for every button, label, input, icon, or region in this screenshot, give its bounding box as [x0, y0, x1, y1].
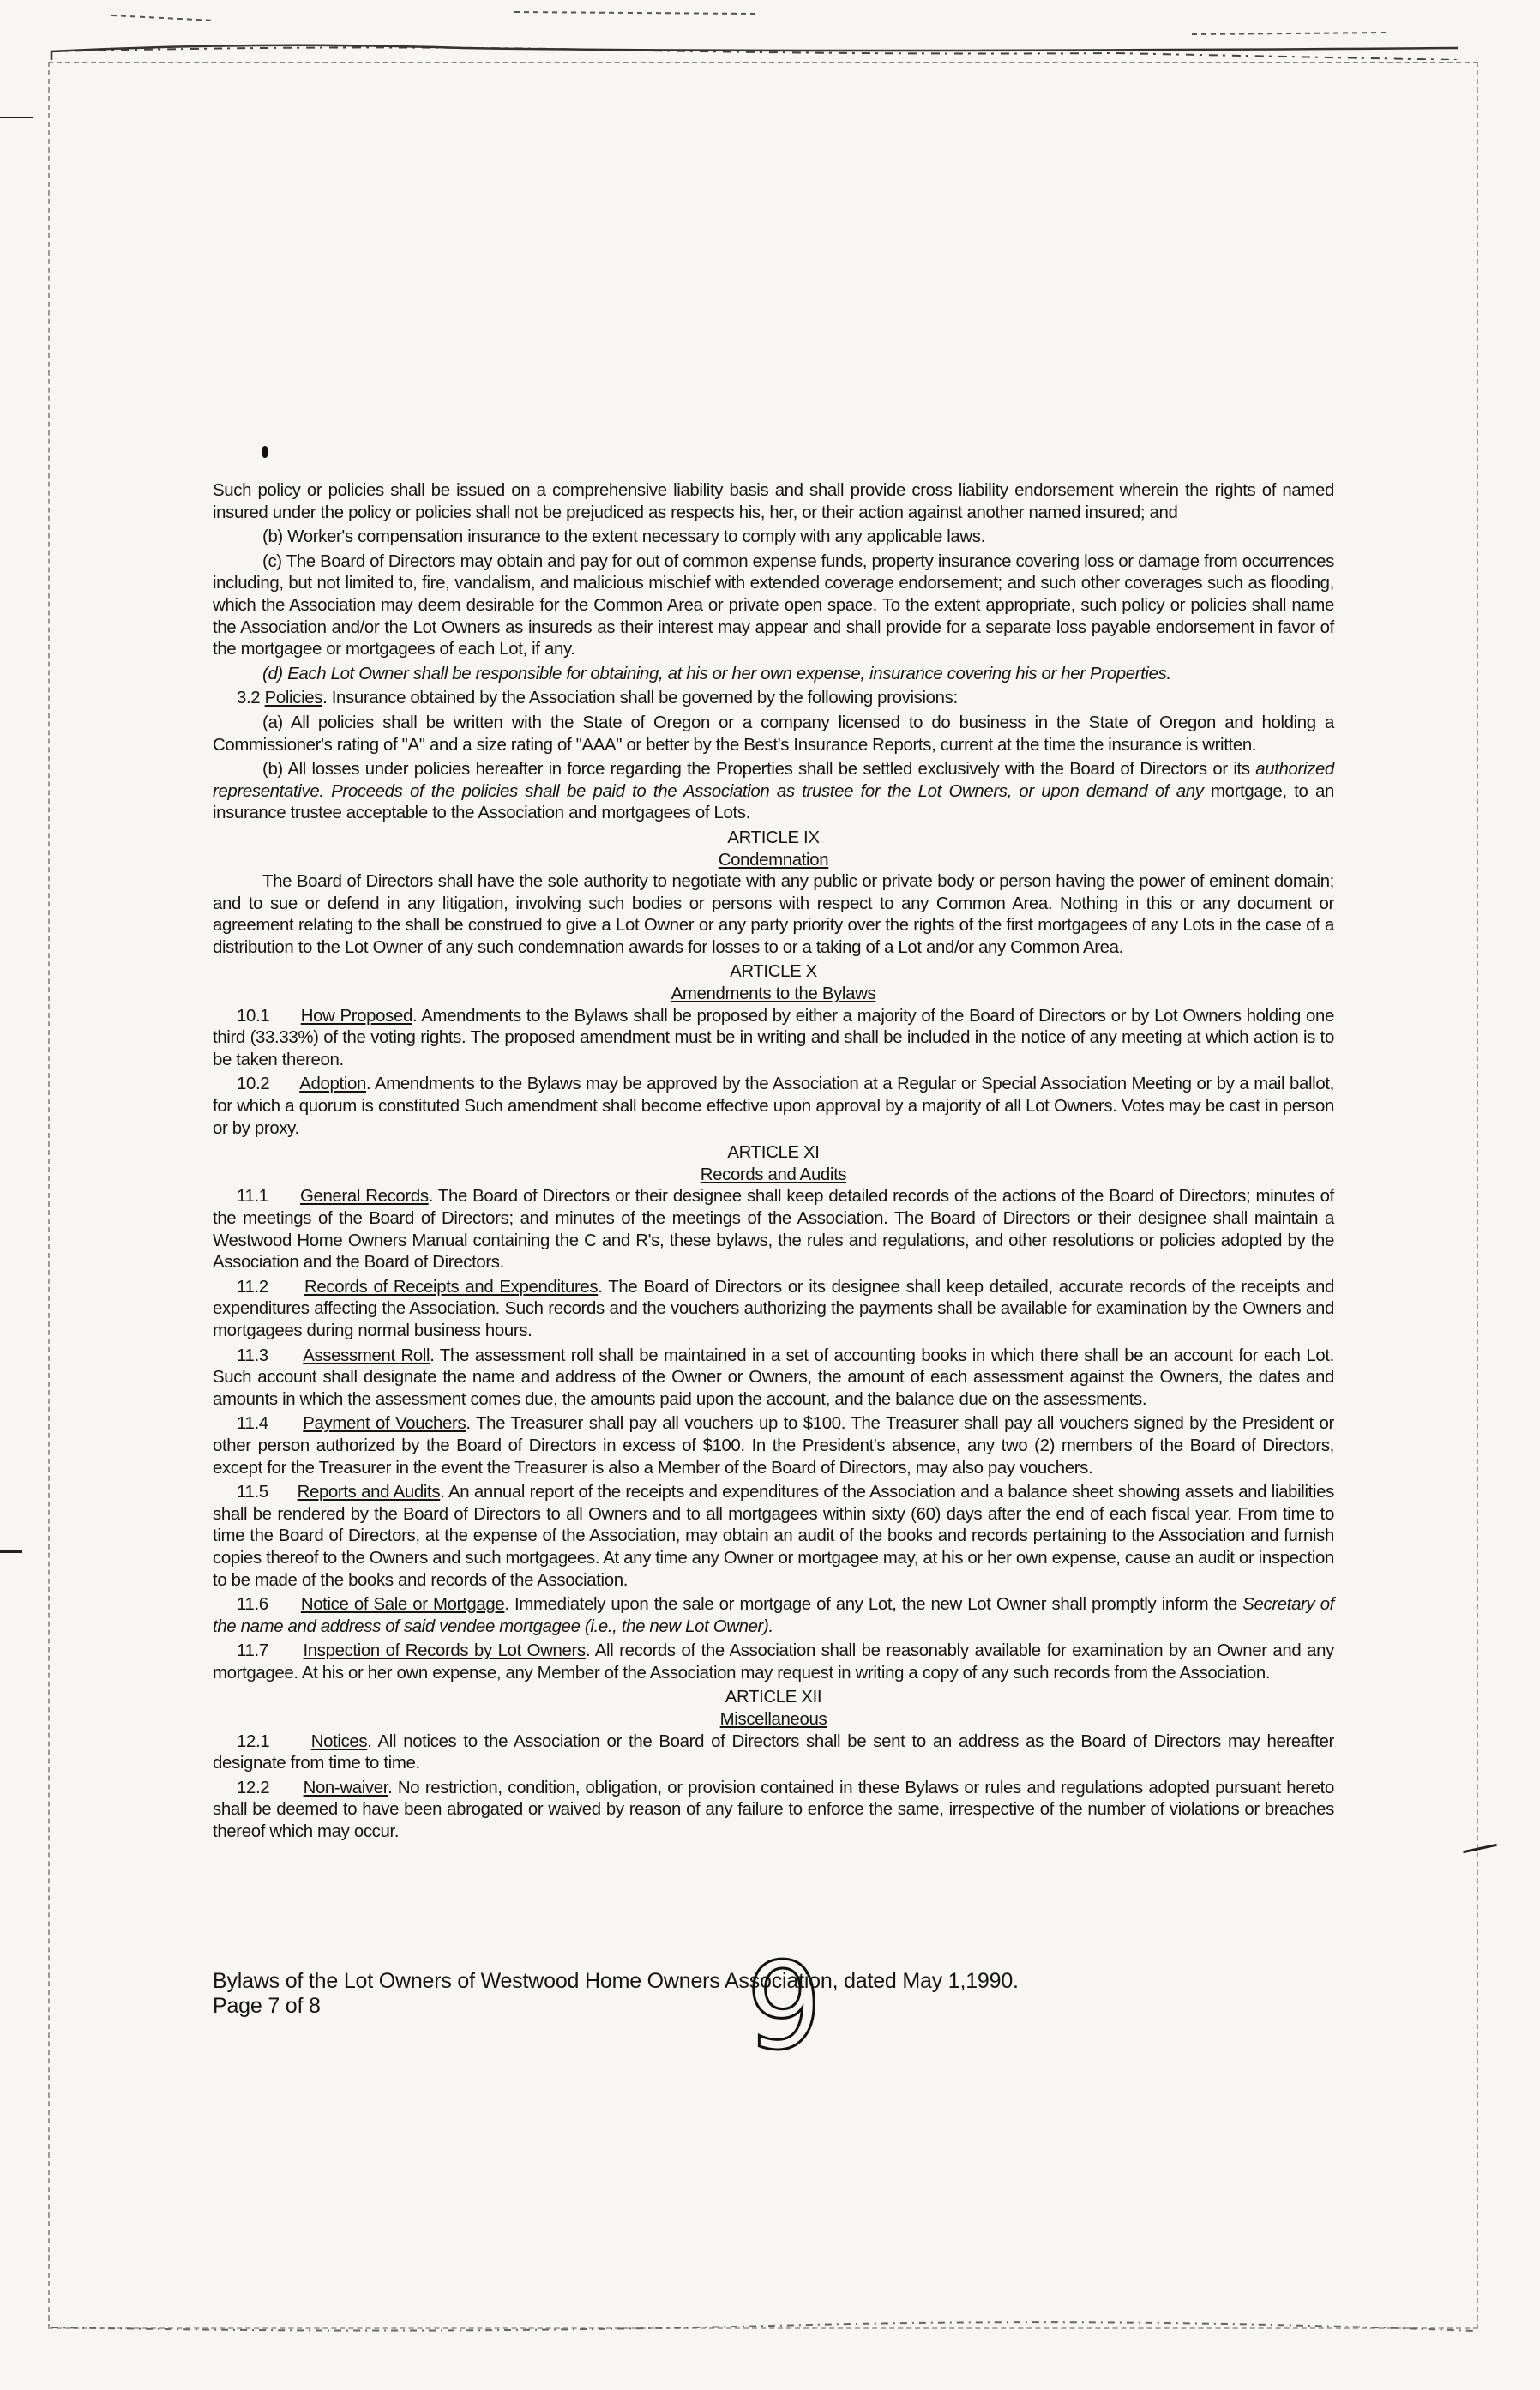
section-11-1: 11.1 General Records. The Board of Directors or their designee shall keep detailed records of the actions of the Board of Directors; minutes of the meetings of the Board of Directors; and minutes of the meetings of the Association. The Board of Directors or their designee shall maintain a Westwood Home Owners Manual containing the C and R's, these bylaws, the rules and regulations, and other resolutions or policies adopted by the Association and the Board of Directors.: [213, 1187, 1334, 1273]
section-11-7-title: Inspection of Records by Lot Owners: [303, 1641, 586, 1661]
paragraph-a-policies: (a) All policies shall be written with the State of Oregon or a company licensed to do business in the State of Oregon and holding a Commissioner's rating of "A" and a size rating of "AAA" or better by the Best's Insurance Reports, current at the time the insurance is written.: [213, 713, 1334, 755]
section-11-4-title: Payment of Vouchers: [303, 1414, 466, 1434]
paragraph-policy-intro: Such policy or policies shall be issued on a comprehensive liability basis and shall provide cross liability endorsement wherein the rights of named insured under the policy or policies shall not be prejudiced as respects his, her, or their action against another named insured; and: [213, 481, 1334, 522]
section-11-6: 11.6 Notice of Sale or Mortgage. Immediately upon the sale or mortgage of any Lot, the new Lot Owner shall promptly inform the Secretary of the name and address of said vendee mortgagee (i.e., the new Lot Owner).: [213, 1595, 1334, 1636]
scan-bottom-noise: [0, 2315, 1540, 2367]
article-10-heading: ARTICLE X: [730, 962, 817, 982]
paragraph-d-lot-owner-insurance: (d) Each Lot Owner shall be responsible for obtaining, at his or her own expense, insurance covering his or her Properties.: [262, 664, 1171, 683]
section-10-1-title: How Proposed: [300, 1006, 412, 1026]
left-edge-mark: [0, 117, 33, 118]
left-edge-mark: [0, 1550, 22, 1553]
article-12-heading: ARTICLE XII: [725, 1688, 822, 1707]
section-11-6-title: Notice of Sale or Mortgage: [300, 1595, 505, 1615]
document-body: [213, 480, 1334, 1846]
section-10-2: 10.2 Adoption. Amendments to the Bylaws may be approved by the Association at a Regular or Special Association Meeting or by a mail ballot, for which a quorum is constituted Such amendment shall become effective upon approval by a majority of all Lot Owners. Votes may be cast in person or by proxy.: [213, 1075, 1334, 1138]
section-11-5: 11.5 Reports and Audits. An annual report of the receipts and expenditures of the Association and a balance sheet showing assets and liabilities shall be rendered by the Board of Directors to all Owners and to all mortgagees within sixty (60) days after the end of each fiscal year. From time to time the Board of Directors, at the expense of the Association, may obtain an audit of the books and records pertaining to the Association and furnish copies thereof to the Owners and such mortgagees. At any time any Owner or mortgagee may, at his or her own expense, cause an audit or inspection to be made of the books and records of the Association.: [213, 1483, 1335, 1590]
document-footer: [213, 1969, 1019, 2019]
footer-page-number: Page 7 of 8: [213, 1994, 321, 2018]
section-10-2-title: Adoption: [299, 1075, 366, 1094]
paragraph-b-workers-comp: (b) Worker's compensation insurance to the extent necessary to comply with any applicable laws.: [262, 527, 985, 547]
section-12-1-title: Notices: [310, 1731, 368, 1751]
footer-bylaws-title: Bylaws of the Lot Owners of Westwood Home Owners Association, dated May 1,1990.: [213, 1969, 1019, 1993]
section-3-2: 3.2 Policies. Insurance obtained by the Association shall be governed by the following provisions:: [237, 689, 958, 708]
section-11-7: 11.7 Inspection of Records by Lot Owners. All records of the Association shall be reasonably available for examination by an Owner and any mortgagee. At his or her own expense, any Member of the Association may request in writing a copy of any such records from the Association.: [213, 1641, 1334, 1683]
speck: [262, 446, 268, 458]
handwritten-page-number-text: 9: [746, 1947, 823, 2067]
section-12-2: 12.2 Non-waiver. No restriction, condition, obligation, or provision contained in these Bylaws or rules and regulations adopted pursuant hereto shall be deemed to have been abrogated or waived by reason of any failure to enforce the same, irrespective of the number of violations or breaches thereof which may occur.: [213, 1778, 1334, 1842]
handwritten-page-number: [739, 1947, 833, 2067]
section-12-2-title: Non-waiver: [303, 1778, 388, 1797]
paragraph-b-losses: (b) All losses under policies hereafter in force regarding the Properties shall be settled exclusively with the Board of Directors or its authorized representative. Proceeds of the policies shall be paid to the Association as trustee for the Lot Owners, or upon demand of any mortgage, to an insurance trustee acceptable to the Association and mortgagees of Lots.: [213, 760, 1334, 823]
section-11-1-title: General Records: [299, 1187, 429, 1207]
section-11-2-title: Records of Receipts and Expenditures: [304, 1277, 599, 1297]
section-11-4: 11.4 Payment of Vouchers. The Treasurer shall pay all vouchers up to $100. The Treasurer shall pay all vouchers signed by the President or other person authorized by the Board of Directors in excess of $100. In the President's absence, any two (2) members of the Board of Directors, except for the Treasurer in the event the Treasurer is also a Member of the Board of Directors, may also pay vouchers.: [213, 1414, 1334, 1478]
section-11-2: 11.2 Records of Receipts and Expenditures. The Board of Directors or its designee shall keep detailed, accurate records of the receipts and expenditures affecting the Association. Such records and the vouchers authorizing the payments shall be available for examination by the Owners and mortgagees during normal business hours.: [213, 1277, 1334, 1340]
section-3-2-title: Policies: [264, 689, 323, 708]
section-11-5-title: Reports and Audits: [297, 1483, 441, 1502]
paragraph-c-property-insurance: (c) The Board of Directors may obtain and pay for out of common expense funds, property insurance covering loss or damage from occurrences including, but not limited to, fire, vandalism, and malicious mischief with extended coverage endorsement; and such other coverages such as flooding, which the Association may deem desirable for the Common Area or private open space. To the extent appropriate, such policy or policies shall name the Association and/or the Lot Owners as insureds as their interest may appear and shall provide for a separate loss payable endorsement in favor of the mortgagee or mortgagees of each Lot, if any.: [213, 551, 1334, 659]
section-11-3: 11.3 Assessment Roll. The assessment roll shall be maintained in a set of accounting books in which there shall be an account for each Lot. Such account shall designate the name and address of the Owner or Owners, the amount of each assessment against the Owners, the dates and amounts in which the assessment comes due, the amounts paid upon the account, and the balance due on the assessments.: [213, 1346, 1334, 1409]
article-11-heading: ARTICLE XI: [727, 1143, 820, 1163]
section-10-1: 10.1 How Proposed. Amendments to the Bylaws shall be proposed by either a majority of the Board of Directors or by Lot Owners holding one third (33.33%) of the voting rights. The proposed amendment must be in writing and shall be included in the notice of any meeting at which action is to be taken thereon.: [213, 1006, 1334, 1069]
section-11-3-title: Assessment Roll: [303, 1346, 430, 1365]
scan-border-noise: [0, 0, 1540, 60]
article-9-text: The Board of Directors shall have the sole authority to negotiate with any public or private body or person having the power of eminent domain; and to sue or defend in any litigation, involving such bodies or persons with respect to any Common Area. Nothing in this or any document or agreement relating to the shall be construed to give a Lot Owner or any party priority over the rights of the first mortgagees of any Lots in the case of a distribution to the Lot Owner of any such condemnation awards for losses to or a taking of a Lot and/or any Common Area.: [213, 872, 1334, 957]
article-9-heading: ARTICLE IX: [727, 828, 820, 847]
article-11-subheading: Records and Audits: [700, 1165, 847, 1184]
section-12-1: 12.1 Notices. All notices to the Association or the Board of Directors shall be sent to an address as the Board of Directors may hereafter designate from time to time.: [213, 1731, 1334, 1773]
article-10-subheading: Amendments to the Bylaws: [671, 984, 876, 1004]
article-12-subheading: Miscellaneous: [719, 1710, 827, 1730]
article-9-subheading: Condemnation: [718, 850, 829, 870]
